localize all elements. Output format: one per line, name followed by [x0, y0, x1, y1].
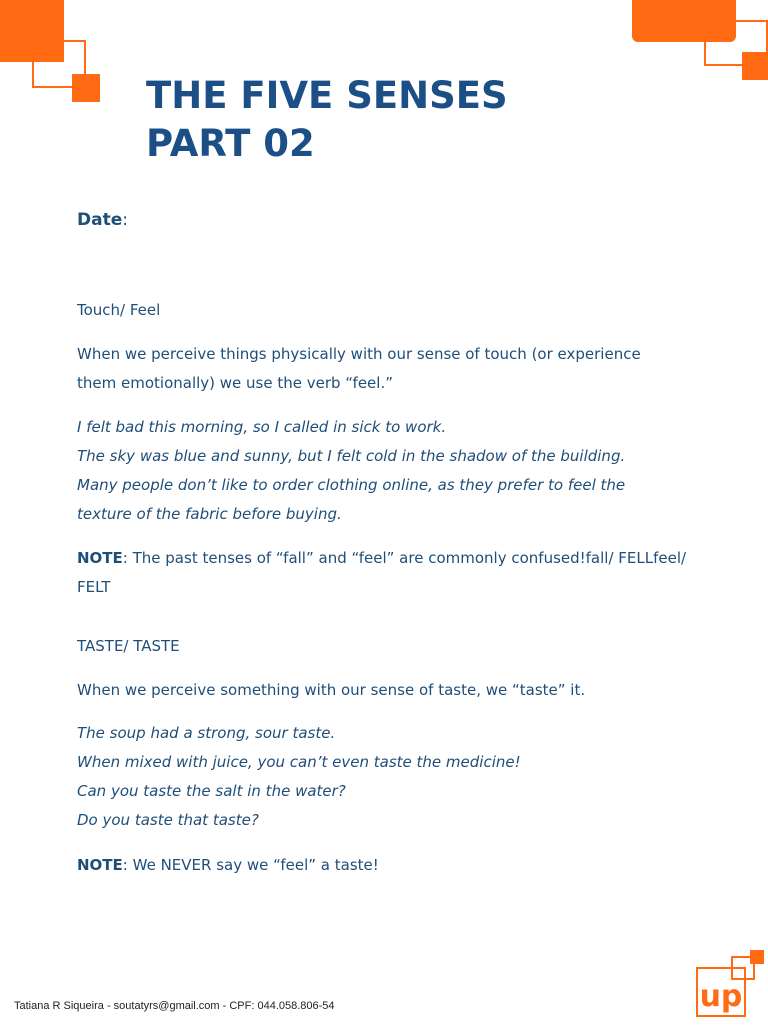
touch-note	[77, 544, 702, 602]
touch-intro-line-1: When we perceive things physically with our sense of touch (or experience	[77, 345, 641, 363]
logo-icon	[690, 950, 768, 1024]
taste-note	[77, 851, 702, 880]
date-colon: :	[122, 210, 128, 230]
footer-text: Tatiana R Siqueira - soutatyrs@gmail.com - CPF: 044.058.806-54	[14, 1000, 335, 1012]
up-logo	[690, 950, 768, 1024]
touch-example: texture of the fabric before buying.	[77, 505, 342, 523]
taste-intro: When we perceive something with our sense of taste, we “taste” it.	[77, 681, 586, 699]
date-field	[77, 206, 702, 235]
touch-examples	[77, 413, 702, 529]
taste-note-label: NOTE	[77, 856, 123, 874]
logo-text: up	[699, 979, 743, 1014]
taste-examples	[77, 719, 702, 835]
title-line-2: PART 02	[146, 122, 315, 165]
taste-heading: TASTE/ TASTE	[77, 637, 180, 655]
taste-example: The soup had a strong, sour taste.	[77, 724, 336, 742]
touch-note-label: NOTE	[77, 549, 123, 567]
touch-example: Many people don’t like to order clothing online, as they prefer to feel the	[77, 476, 626, 494]
taste-example: When mixed with juice, you can’t even taste the medicine!	[77, 753, 521, 771]
taste-example: Can you taste the salt in the water?	[77, 782, 346, 800]
touch-note-text-1: : The past tenses of “fall” and “feel” are commonly confused!fall/ FELLfeel/	[122, 549, 687, 567]
touch-intro-line-2: them emotionally) we use the verb “feel.”	[77, 374, 393, 392]
date-label: Date	[77, 210, 123, 230]
taste-note-text: : We NEVER say we “feel” a taste!	[122, 856, 379, 874]
decor-square-topright-small	[742, 52, 768, 80]
touch-heading: Touch/ Feel	[77, 301, 161, 319]
touch-note-text-2: FELT	[77, 578, 111, 596]
touch-intro	[77, 340, 702, 398]
touch-example: I felt bad this morning, so I called in sick to work.	[77, 418, 447, 436]
title-line-1: THE FIVE SENSES	[146, 74, 508, 117]
touch-example: The sky was blue and sunny, but I felt cold in the shadow of the building.	[77, 447, 626, 465]
page-title	[146, 72, 508, 168]
decor-square-topleft-small	[72, 74, 100, 102]
taste-example: Do you taste that taste?	[77, 811, 259, 829]
